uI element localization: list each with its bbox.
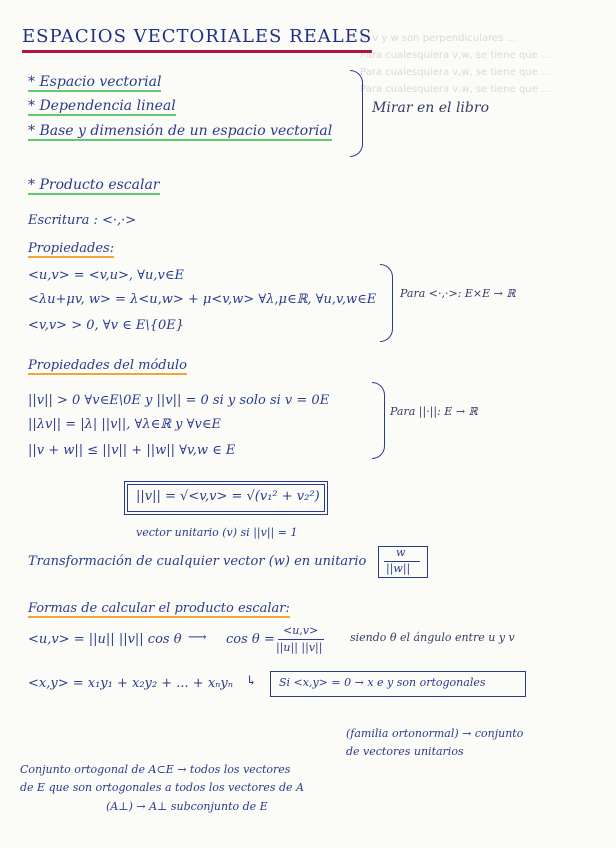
modulo-heading: Propiedades del módulo [28, 358, 187, 373]
propiedades-heading: Propiedades: [28, 241, 115, 256]
unitario-num: w [396, 546, 406, 559]
formula-cos-theta: cos θ = [226, 632, 275, 647]
ortogonales-text: Si <x,y> = 0 → x e y son ortogonales [279, 676, 486, 689]
angulo-note: siendo θ el ángulo entre u y v [350, 631, 515, 644]
prop-simetria: <u,v> = <v,u>, ∀u,v∈E [28, 268, 184, 283]
formula-componentes: <x,y> = x₁y₁ + x₂y₂ + ... + xₙyₙ [28, 676, 234, 691]
modulo-formula: ||v|| = √<v,v> = √(v₁² + v₂²) [136, 489, 320, 504]
producto-brace [380, 264, 393, 342]
prop-linealidad: <λu+μv, w> = λ<u,w> + μ<v,w> ∀λ,μ∈ℝ, ∀u,v,w∈E [28, 292, 377, 307]
prop-positividad: <v,v> > 0, ∀v ∈ E\{0E} [28, 318, 185, 333]
faded-background-text: Si v y w son perpendiculares ... Para cualesquiera v,w, se tiene que ... Para cualesquiera v,w, se tiene que ... Para cualesquiera v,w, se tiene que ... [360, 33, 551, 95]
formas-heading: Formas de calcular el producto escalar: [28, 601, 290, 616]
intro-item-dependencia: * Dependencia lineal [28, 98, 176, 114]
modulo-brace [372, 382, 385, 459]
familia-ortonormal: (familia ortonormal) → conjunto [346, 727, 524, 740]
escritura: Escritura : <·,·> [28, 213, 137, 228]
cos-theta-fraction-bar [278, 639, 324, 640]
formula-coseno: <u,v> = ||u|| ||v|| cos θ [28, 632, 182, 647]
familia-ortonormal-2: de vectores unitarios [346, 745, 464, 758]
producto-para: Para <·,·>: E×E → ℝ [400, 287, 516, 300]
page-title: ESPACIOS VECTORIALES REALES [22, 26, 372, 53]
conjunto-line-3: (A⊥) → A⊥ subconjunto de E [106, 800, 268, 813]
unitario-den: ||w|| [386, 562, 411, 575]
intro-item-base: * Base y dimensión de un espacio vectorial [28, 123, 333, 139]
arrow-right-icon: ⟶ [188, 630, 207, 645]
cos-theta-num: <u,v> [283, 624, 319, 637]
cos-theta-den: ||u|| ||v|| [276, 641, 323, 654]
modulo-prop-3: ||v + w|| ≤ ||v|| + ||w|| ∀v,w ∈ E [28, 443, 236, 458]
conjunto-line-2: de E que son ortogonales a todos los vectores de A [20, 781, 304, 794]
transformacion-text: Transformación de cualquier vector (w) en unitario [28, 554, 367, 569]
conjunto-line-1: Conjunto ortogonal de A⊂E → todos los vectores [20, 763, 291, 776]
intro-brace [350, 70, 363, 157]
modulo-para: Para ||·||: E → ℝ [390, 405, 478, 418]
vector-unitario-note: vector unitario (v) si ||v|| = 1 [136, 526, 298, 539]
modulo-prop-2: ||λv|| = |λ| ||v||, ∀λ∈ℝ y ∀v∈E [28, 417, 221, 432]
producto-heading: * Producto escalar [28, 177, 160, 193]
modulo-prop-1: ||v|| > 0 ∀v∈E\0E y ||v|| = 0 si y solo si v = 0E [28, 393, 330, 408]
hook-arrow-icon: ↳ [246, 674, 257, 689]
intro-note: Mirar en el libro [372, 100, 489, 116]
intro-item-espacio: * Espacio vectorial [28, 74, 162, 90]
